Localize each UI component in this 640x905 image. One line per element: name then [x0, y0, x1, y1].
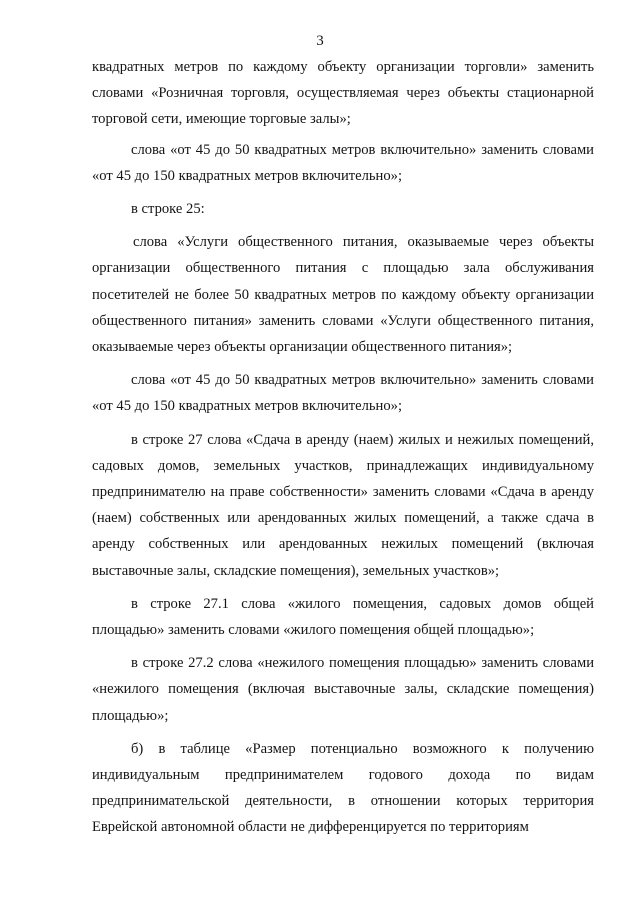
document-body — [92, 54, 594, 841]
paragraph-row-25-area-range: слова «от 45 до 50 квадратных метров включительно» заменить словами «от 45 до 150 квадратных метров включительно»; — [92, 372, 594, 415]
paragraph-row-25-catering: слова «Услуги общественного питания, оказываемые через объекты организации общественного питания с площадью зала обслуживания посетителей не более 50 квадратных метров по каждому объекту организации общественного питания» заменить словами «Услуги общественного питания, оказываемые через объекты организации общественного питания»; — [92, 234, 594, 356]
paragraph-row-27-1: в строке 27.1 слова «жилого помещения, садовых домов общей площадью» заменить словами «жилого помещения общей площадью»; — [92, 595, 594, 639]
paragraph-row-27-2: в строке 27.2 слова «нежилого помещения площадью» заменить словами «нежилого помещения (включая выставочные залы, складские помещения) площадью»; — [92, 655, 594, 724]
paragraph-row-25-heading: в строке 25: — [131, 201, 205, 218]
page-number: 3 — [316, 33, 324, 49]
paragraph-trade-continuation: квадратных метров по каждому объекту организации торговли» заменить словами «Розничная торговля, осуществляемая через объекты стационарной торговой сети, имеющие торговые залы»; — [92, 59, 594, 128]
paragraph-row-27-rental: в строке 27 слова «Сдача в аренду (наем) жилых и нежилых помещений, садовых домов, земельных участков, принадлежащих индивидуальному предпринимателю на праве собственности» заменить словами «Сдача в аренду (наем) собственных или арендованных жилых помещений, а также сдача в аренду собственных или арендованных нежилых помещений (включая выставочные залы, складские помещения), земельных участков»; — [92, 431, 594, 579]
paragraph-trade-area-range: слова «от 45 до 50 квадратных метров включительно» заменить словами «от 45 до 150 квадратных метров включительно»; — [92, 141, 594, 184]
paragraph-table-b: б) в таблице «Размер потенциально возможного к получению индивидуальным предпринимателем годового дохода по видам предпринимательской деятельности, в отношении которых территория Еврейской автономной области не дифференцируется по территориям — [92, 740, 594, 836]
